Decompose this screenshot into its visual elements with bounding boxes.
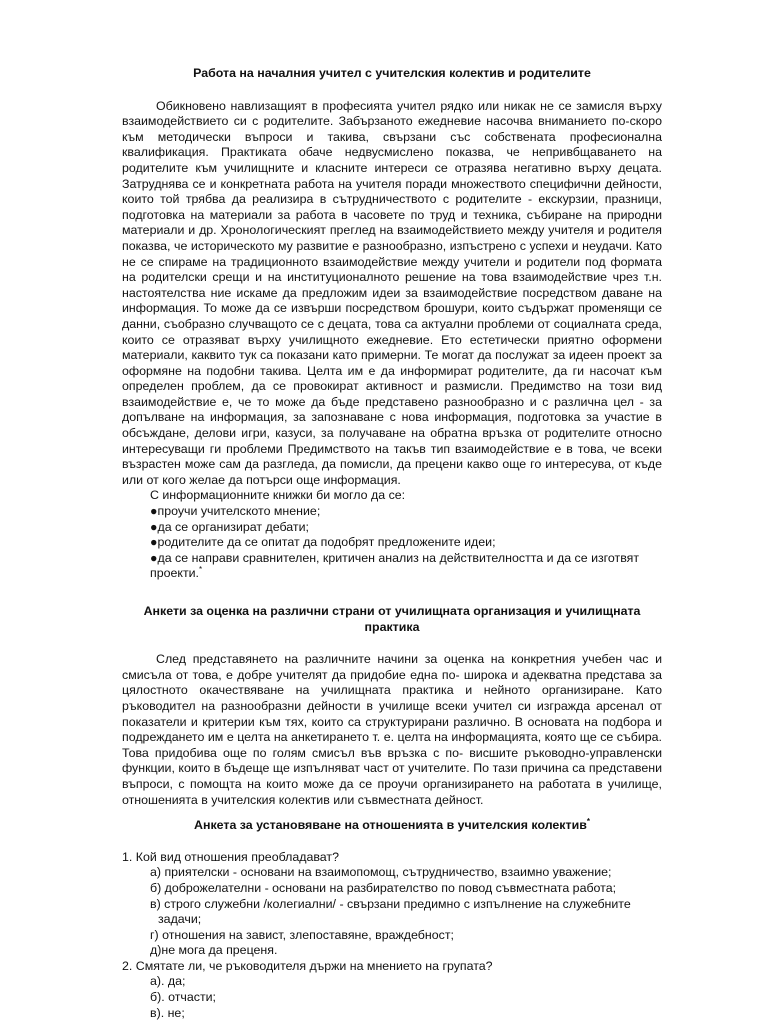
surveys-paragraph: След представянето на различните начини за оценка на конкретния учебен час и смисъла от това, е добре учителят да придобие една по- широка и адекватна представа за цялостното окачествяване на училищната практика и нейното организиране. Като ръководител на разнообразни дейности в училище всеки учител си изгражда арсенал от показатели и критерии към тях, които са структурирани различно. В основата на подбора и подреждането им е целта на анкетирането т. е. целта на информацията, която ще се събира. Това придобива още по голям смисъл във връзка с по- висшите ръководно-управленски функции, които в бъдеще ще изпълняват част от учителите. По тази причина са представени въпроси, с помощта на които може да се проучи организирането на работата в училище, отношенията в учителския колектив или съвместната дейност.	[122, 652, 662, 807]
footnote-mark: *	[198, 565, 203, 575]
list-item: а) приятелски - основани на взаимопомощ, сътрудничество, взаимно уважение;	[150, 865, 612, 880]
list-item: ●проучи учителското мнение;	[150, 504, 321, 519]
list-item: ●да се организират дебати;	[150, 519, 309, 534]
footnote-mark: *	[586, 817, 590, 826]
list-item: а). да;	[150, 974, 186, 989]
section-heading-survey-relations	[122, 818, 662, 834]
list-item: в). не;	[150, 1005, 185, 1020]
list-item-text: ●да се направи сравнителен, критичен анализ на действителността и да се изготвят проекти.	[150, 550, 640, 581]
list-item: г) отношения на завист, злепоставяне, враждебност;	[150, 927, 454, 942]
question-1-options	[150, 865, 662, 959]
section-heading-surveys: Анкети за оценка на различни страни от училищната организация и училищната практика	[143, 604, 641, 634]
heading-text: Анкета за установяване на отношенията в учителския колектив	[194, 818, 587, 833]
list-item: в) строго служебни /колегиални/ - свързани предимно с изпълнение на служебните задачи;	[150, 896, 631, 927]
booklet-list	[150, 504, 662, 582]
list-item	[150, 551, 662, 582]
document-content	[122, 66, 662, 1021]
list-item: б). отчасти;	[150, 990, 216, 1005]
question-2-options	[150, 974, 662, 1021]
survey-question-2: 2. Смятате ли, че ръководителя държи на мнението на групата?	[122, 958, 493, 973]
list-item: ●родителите да се опитат да подобрят предложените идеи;	[150, 535, 496, 550]
intro-paragraph: Обикновено навлизащият в професията учител рядко или никак не се замисля върху взаимодействието си с родителите. Забързаното ежедневие насочва вниманието по-скоро към методически въпроси и такива, свързани със собствената професионална квалификация. Практиката обаче недвусмислено показва, че непривбщаването на родителите към училищните и класните интереси се отразява негативно върху децата. Затруднява се и конкретната работа на учителя поради множеството специфични дейности, които той трябва да реализира в сътрудничеството с родителите - екскурзии, празници, подготовка на материали за работа в часовете по труд и техника, събиране на природни материали и др. Хронологическият преглед на взаимодействието между учителя и родителя показва, че историческото му развитие е разнообразно, изпъстрено с успехи и неудачи. Като не се спираме на традиционното взаимодействие между учители и родители под формата на родителски срещи и на институционалното решение на това взаимодействие чрез т.н. настоятелства ние искаме да предложим идеи за взаимодействие посредством даване на информация. То може да се извърши посредством брошури, които съдържат променящи се данни, съобразно случващото се с децата, това са актуални проблеми от социалната среда, които се отразяват върху училищното ежедневие. Ето естетически приятно оформени материали, каквито тук са показани като примерни. Те могат да послужат за идеен проект за оформяне на подобни такива. Целта им е да информират родителите, да ги насочат към определен проблем, да се провокират активност и размисли. Предимство на този вид взаимодействие е, че то може да бъде представено разнообразно и с различна цел - за допълване на информация, за запознаване с нова информация, подготовка за участие в обсъждане, делови игри, казуси, за получаване на обратна връзка от родителите относно интересуващи ги проблеми Предимството на такъв тип взаимодействие е в това, че всеки възрастен може сам да разгледа, да помисли, да прецени какво още го интересува, от къде или от кого желае да потърси още информация.	[122, 98, 662, 487]
booklet-intro: С информационните книжки би могло да се:	[150, 488, 406, 503]
document-title: Работа на началния учител с учителския колектив и родителите	[193, 66, 591, 80]
survey-question-1: 1. Кой вид отношения преобладават?	[122, 849, 339, 864]
list-item: д)не мога да преценя.	[150, 943, 278, 958]
list-item: б) доброжелателни - основани на разбирателство по повод съвместната работа;	[150, 880, 617, 895]
